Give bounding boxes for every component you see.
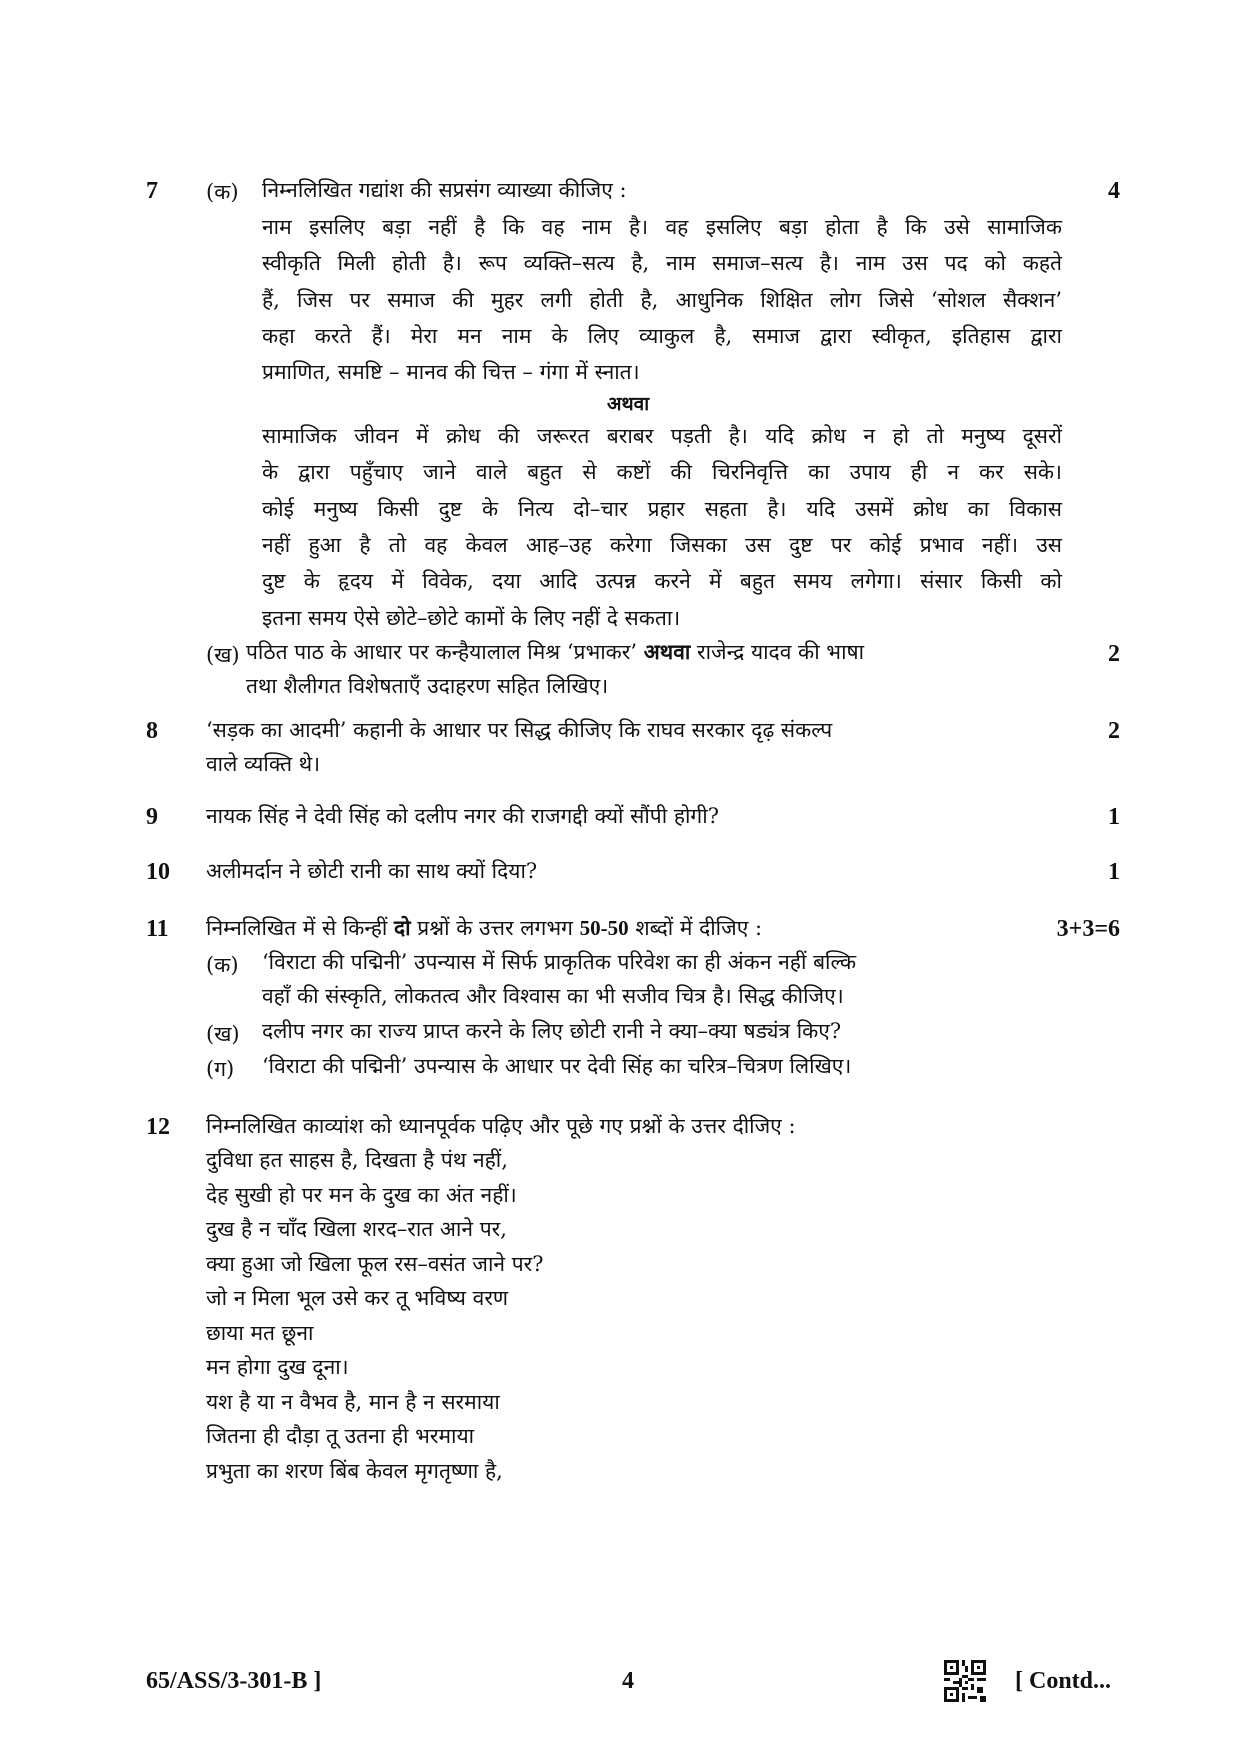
passage-line: हैं, जिस पर समाज की मुहर लगी होती है, आधुनिक शिक्षित लोग जिसे ‘सोशल सैक्शन’: [262, 287, 1062, 312]
q8-line2: वाले व्यक्ति थे।: [206, 752, 321, 776]
q8-line1: ‘सड़क का आदमी’ कहानी के आधार पर सिद्ध कीजिए कि राघव सरकार दृढ़ संकल्प: [206, 718, 833, 742]
q11a-line2: वहाँ की संस्कृति, लोकतत्व और विश्वास का भी सजीव चित्र है। सिद्ध कीजिए।: [262, 984, 844, 1008]
q11-intro-mid: प्रश्नों के उत्तर लगभग: [417, 916, 573, 940]
q11-marks: 3+3=6: [1056, 916, 1120, 942]
poem-line: मन होगा दुख दूना।: [206, 1355, 349, 1379]
poem-line: प्रभुता का शरण बिंब केवल मृगतृष्णा है,: [206, 1458, 503, 1483]
q7a-marks: 4: [1108, 178, 1120, 204]
passage-line: स्वीकृति मिली होती है। रूप व्यक्ति–सत्य है, नाम समाज–सत्य है। नाम उस पद को कहते: [262, 251, 1062, 276]
q11-number: 11: [146, 916, 169, 942]
q11c-label: (ग): [206, 1057, 235, 1081]
q7b-text-post: राजेन्द्र यादव की भाषा: [697, 640, 865, 664]
q11c-text: ‘विराटा की पद्मिनी’ उपन्यास के आधार पर देवी सिंह का चरित्र–चित्रण लिखिए।: [262, 1054, 852, 1078]
poem-line: दुख है न चाँद खिला शरद–रात आने पर,: [206, 1217, 507, 1241]
q7b-marks: 2: [1108, 641, 1120, 667]
q11b-text: दलीप नगर का राज्य प्राप्त करने के लिए छोटी रानी ने क्या–क्या षड्यंत्र किए?: [262, 1019, 842, 1043]
q12-intro: निम्नलिखित काव्यांश को ध्यानपूर्वक पढ़िए और पूछे गए प्रश्नों के उत्तर दीजिए :: [206, 1114, 796, 1138]
passage-line: कोई मनुष्य किसी दुष्ट के नित्य दो–चार प्रहार सहता है। यदि उसमें क्रोध का विकास: [262, 496, 1062, 521]
q7a-label: (क): [206, 180, 239, 204]
q10-number: 10: [146, 859, 170, 885]
q11-intro-bold1: दो: [394, 915, 411, 940]
passage-line: सामाजिक जीवन में क्रोध की जरूरत बराबर पड़ती है। यदि क्रोध न हो तो मनुष्य दूसरों: [262, 424, 1062, 448]
q7b-line1: [246, 634, 864, 670]
q7-or-label: अथवा: [607, 393, 650, 415]
poem-line: दुविधा हत साहस है, दिखता है पंथ नहीं,: [206, 1148, 508, 1172]
q12-poem: [206, 1143, 544, 1488]
q11-intro-bold2: 50-50: [579, 916, 629, 940]
q7-number: 7: [146, 178, 158, 204]
poem-line: जो न मिला भूल उसे कर तू भविष्य वरण: [206, 1286, 509, 1310]
q11a-label: (क): [206, 953, 239, 977]
q10-text: अलीमर्दान ने छोटी रानी का साथ क्यों दिया?: [206, 859, 538, 883]
q10-marks: 1: [1108, 859, 1120, 885]
page-number: 4: [622, 1668, 634, 1694]
q8-number: 8: [146, 718, 158, 744]
q7b-or: अथवा: [643, 639, 691, 664]
continued-label: [ Contd...: [1015, 1668, 1112, 1694]
poem-line: देह सुखी हो पर मन के दुख का अंत नहीं।: [206, 1182, 517, 1207]
q12-number: 12: [146, 1114, 170, 1140]
q7-passage-1-last: प्रमाणित, समष्टि – मानव की चित्त – गंगा में स्नात।: [262, 360, 640, 384]
footer-code: 65/ASS/3-301-B ]: [146, 1668, 322, 1694]
passage-line: कहा करते हैं। मेरा मन नाम के लिए व्याकुल है, समाज द्वारा स्वीकृत, इतिहास द्वारा: [262, 323, 1062, 348]
q9-number: 9: [146, 804, 158, 830]
passage-line: के द्वारा पहुँचाए जाने वाले बहुत से कष्टों की चिरनिवृत्ति का उपाय ही न कर सके।: [262, 460, 1062, 485]
poem-line: जितना ही दौड़ा तू उतना ही भरमाया: [206, 1424, 475, 1448]
q7-passage-2: [262, 418, 1062, 599]
q7-passage-1: [262, 209, 1062, 354]
q7b-text-pre: पठित पाठ के आधार पर कन्हैयालाल मिश्र ‘प्रभाकर’: [246, 640, 638, 664]
q11-intro-post: शब्दों में दीजिए :: [635, 916, 763, 940]
passage-line: नाम इसलिए बड़ा नहीं है कि वह नाम है। वह इसलिए बड़ा होता है कि उसे सामाजिक: [262, 215, 1062, 239]
q7b-line2: तथा शैलीगत विशेषताएँ उदाहरण सहित लिखिए।: [246, 674, 609, 698]
q11b-label: (ख): [206, 1022, 240, 1046]
q11-intro-pre: निम्नलिखित में से किन्हीं: [206, 916, 388, 940]
poem-line: छाया मत छूना: [206, 1320, 314, 1345]
passage-line: नहीं हुआ है तो वह केवल आह–उह करेगा जिसका उस दुष्ट पर कोई प्रभाव नहीं। उस: [262, 532, 1062, 557]
passage-line: दुष्ट के हृदय में विवेक, दया आदि उत्पन्न करने में बहुत समय लगेगा। संसार किसी को: [262, 569, 1062, 594]
q9-text: नायक सिंह ने देवी सिंह को दलीप नगर की राजगद्दी क्यों सौंपी होगी?: [206, 804, 719, 828]
q7-passage-2-last: इतना समय ऐसे छोटे–छोटे कामों के लिए नहीं दे सकता।: [262, 606, 681, 630]
q7b-label: (ख): [206, 643, 240, 667]
qr-code-icon: [944, 1660, 986, 1702]
q7a-heading: निम्नलिखित गद्यांश की सप्रसंग व्याख्या कीजिए :: [262, 178, 627, 202]
poem-line: यश है या न वैभव है, मान है न सरमाया: [206, 1389, 500, 1414]
q11a-line1: ‘विराटा की पद्मिनी’ उपन्यास में सिर्फ प्राकृतिक परिवेश का ही अंकन नहीं बल्कि: [262, 950, 857, 974]
poem-line: क्या हुआ जो खिला फूल रस–वसंत जाने पर?: [206, 1251, 544, 1276]
q9-marks: 1: [1108, 804, 1120, 830]
q8-marks: 2: [1108, 718, 1120, 744]
q11-intro: [206, 910, 762, 946]
